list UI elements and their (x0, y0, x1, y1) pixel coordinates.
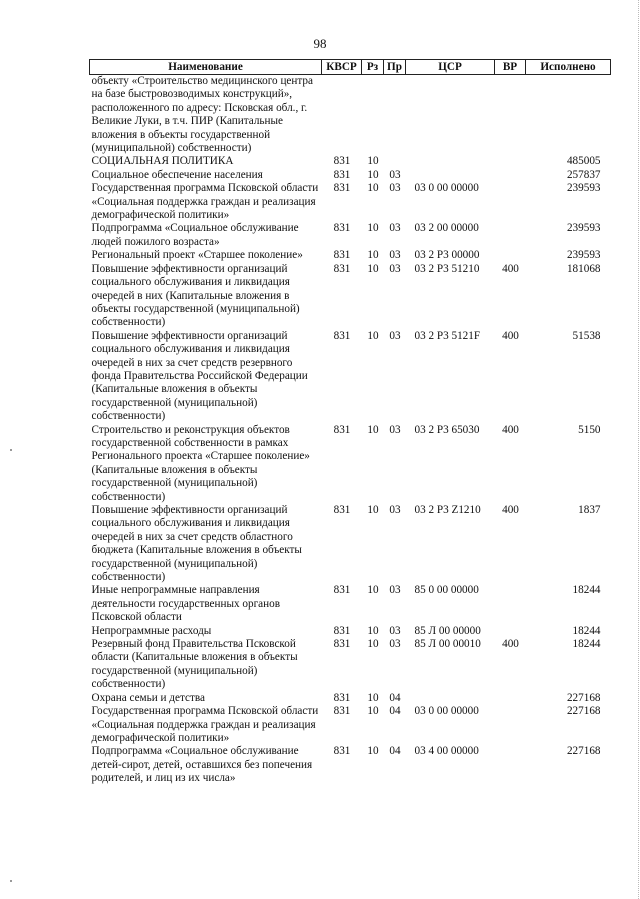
cell-csr (406, 692, 495, 705)
table-row (90, 625, 611, 638)
cell-pr: 03 (389, 584, 401, 597)
cell-csr: 03 2 P3 65030 (414, 423, 480, 436)
cell-amount: 5150 (578, 423, 601, 436)
cell-csr: 03 2 P3 5121F (414, 329, 481, 342)
cell-kvsr: 831 (333, 705, 351, 718)
cell-kvsr: 831 (333, 638, 351, 651)
cell-kvsr: 831 (333, 155, 351, 168)
cell-pr: 03 (389, 638, 401, 651)
cell-csr: 03 2 00 00000 (414, 222, 479, 235)
cell-pr (384, 75, 406, 156)
cell-pr: 03 (389, 624, 401, 637)
cell-kvsr: 831 (333, 584, 351, 597)
cell-kvsr: 831 (333, 168, 351, 181)
cell-rz: 10 (367, 504, 379, 516)
header-rz: Рз (362, 60, 384, 75)
cell-amount: 257837 (566, 168, 601, 181)
page-number: 98 (313, 36, 327, 51)
cell-kvsr: 831 (333, 691, 351, 704)
header-executed: Исполнено (526, 60, 611, 75)
cell-kvsr: 831 (333, 423, 351, 436)
cell-rz (362, 75, 384, 156)
cell-name: Региональный проект «Старшее поколение» (91, 249, 303, 262)
cell-rz: 10 (367, 624, 379, 637)
cell-amount: 227168 (566, 745, 601, 758)
header-kvsr: КВСР (322, 60, 362, 75)
cell-kvsr: 831 (333, 249, 351, 262)
cell-pr (384, 155, 406, 168)
cell-csr (406, 155, 495, 168)
cell-amount: 1837 (578, 504, 601, 516)
cell-name: Непрограммные расходы (91, 624, 212, 637)
cell-vr (495, 75, 526, 156)
cell-vr: 400 (502, 504, 519, 516)
table-row (90, 249, 611, 262)
cell-name: Иные непрограммные направления деятельности государственных органов Псковской области (91, 584, 281, 624)
cell-vr (495, 692, 526, 705)
cell-csr: 03 0 00 00000 (414, 182, 479, 195)
cell-vr: 400 (502, 262, 519, 275)
cell-amount: 18244 (572, 584, 601, 597)
cell-amount: 227168 (566, 705, 601, 718)
cell-kvsr: 831 (333, 624, 351, 637)
cell-csr: 85 Л 00 00010 (414, 638, 481, 651)
cell-rz: 10 (367, 691, 379, 704)
cell-kvsr: 831 (333, 222, 351, 235)
cell-pr: 04 (389, 745, 401, 758)
cell-vr (495, 625, 526, 638)
cell-name: Подпрограмма «Социальное обслуживание людей пожилого возраста» (91, 222, 299, 248)
cell-kvsr: 831 (333, 745, 351, 758)
cell-vr: 400 (502, 329, 519, 342)
cell-csr: 03 4 00 00000 (414, 745, 479, 758)
cell-name: объекту «Строительство медицинского центра на базе быстровозводимых конструкций», расположенного по адресу: Псковская обл., г. Великие Луки, в т.ч. ПИР (Капитальные вложения в объекты государственной (муниципальной) собственности) (91, 75, 313, 155)
cell-rz: 10 (367, 262, 379, 275)
cell-rz: 10 (367, 168, 379, 181)
cell-vr (495, 705, 526, 745)
cell-pr: 03 (389, 168, 401, 181)
budget-table (89, 59, 611, 786)
cell-amount: 51538 (572, 329, 601, 342)
table-row (90, 424, 611, 504)
cell-pr: 04 (389, 705, 401, 718)
cell-pr: 03 (389, 222, 401, 235)
cell-csr: 03 2 P3 51210 (414, 262, 480, 275)
table-row (90, 584, 611, 624)
cell-amount: 239593 (566, 182, 601, 195)
cell-amount: 18244 (572, 638, 601, 651)
cell-pr: 03 (389, 262, 401, 275)
cell-pr: 03 (389, 504, 401, 516)
cell-kvsr (322, 75, 362, 156)
header-name: Наименование (90, 60, 322, 75)
cell-name: Строительство и реконструкция объектов государственной собственности в рамках Регионального проекта «Старшее поколение» (Капитальные вложения в объекты государственной (муниципальной) собственности) (91, 423, 310, 503)
cell-rz: 10 (367, 329, 379, 342)
cell-name: Повышение эффективности организаций социального обслуживания и ликвидация очередей в них за счет средств областного бюджета (Капитальные вложения в объекты государственной (муниципальной) собственности) (91, 504, 302, 584)
cell-csr: 03 0 00 00000 (414, 705, 479, 718)
table-row (90, 504, 611, 584)
table-row (90, 182, 611, 222)
cell-csr (406, 75, 495, 156)
table-row (90, 75, 611, 156)
table-row (90, 705, 611, 745)
cell-amount: 239593 (566, 249, 601, 262)
cell-amount: 485005 (566, 155, 601, 168)
cell-rz: 10 (367, 745, 379, 758)
cell-rz: 10 (367, 182, 379, 195)
cell-name: Государственная программа Псковской области «Социальная поддержка граждан и реализация демографической политики» (91, 705, 319, 744)
cell-amount (526, 75, 611, 156)
cell-vr (495, 222, 526, 249)
header-vr: ВР (495, 60, 526, 75)
cell-rz: 10 (367, 423, 379, 436)
cell-vr (495, 584, 526, 624)
cell-rz: 10 (367, 249, 379, 262)
cell-kvsr: 831 (333, 182, 351, 195)
cell-rz: 10 (367, 155, 379, 168)
cell-kvsr: 831 (333, 329, 351, 342)
cell-csr: 03 2 P3 Z1210 (414, 504, 481, 516)
cell-rz: 10 (367, 705, 379, 718)
table-row (90, 638, 611, 692)
cell-name: СОЦИАЛЬНАЯ ПОЛИТИКА (91, 155, 234, 168)
table-row (90, 745, 611, 785)
cell-kvsr: 831 (333, 262, 351, 275)
cell-name: Повышение эффективности организаций социального обслуживания и ликвидация очередей в них за счет средств резервного фонда Правительства Российской Федерации (Капитальные вложения в объекты государственной (муниципальной) собственности) (91, 329, 308, 423)
cell-name: Подпрограмма «Социальное обслуживание детей-сирот, детей, оставшихся без попечения родителей, и лиц из их числа» (91, 745, 313, 785)
cell-vr (495, 249, 526, 262)
cell-csr (406, 169, 495, 182)
cell-rz: 10 (367, 584, 379, 597)
cell-vr (495, 155, 526, 168)
cell-csr: 85 Л 00 00000 (414, 624, 481, 637)
table-row (90, 692, 611, 705)
cell-amount: 227168 (566, 691, 601, 704)
table-row (90, 222, 611, 249)
cell-kvsr: 831 (333, 504, 351, 516)
cell-pr: 03 (389, 329, 401, 342)
table-header-row (90, 60, 611, 75)
cell-amount: 239593 (566, 222, 601, 235)
cell-rz: 10 (367, 222, 379, 235)
scan-edge-line (637, 0, 639, 899)
cell-pr: 03 (389, 249, 401, 262)
cell-vr: 400 (502, 638, 519, 651)
table-row (90, 263, 611, 330)
header-csr: ЦСР (406, 60, 495, 75)
cell-rz: 10 (367, 638, 379, 651)
cell-name: Социальное обеспечение населения (91, 168, 263, 181)
scan-speck (10, 449, 12, 451)
cell-name: Повышение эффективности организаций социального обслуживания и ликвидация очередей в них (Капитальные вложения в объекты государственной (муниципальной) собственности) (91, 262, 300, 329)
table-row (90, 330, 611, 424)
cell-name: Охрана семьи и детства (91, 691, 205, 704)
cell-vr: 400 (502, 423, 519, 436)
cell-vr (495, 182, 526, 222)
cell-csr: 03 2 P3 00000 (414, 249, 480, 262)
cell-name: Государственная программа Псковской области «Социальная поддержка граждан и реализация демографической политики» (91, 182, 319, 222)
cell-vr (495, 169, 526, 182)
scan-speck (10, 880, 12, 882)
table-row (90, 169, 611, 182)
cell-vr (495, 745, 526, 785)
cell-name: Резервный фонд Правительства Псковской области (Капитальные вложения в объекты государственной (муниципальной) собственности) (91, 638, 298, 691)
header-pr: Пр (384, 60, 406, 75)
cell-pr: 04 (389, 691, 401, 704)
cell-amount: 181068 (566, 262, 601, 275)
table-body (90, 75, 611, 786)
table-row (90, 155, 611, 168)
cell-amount: 18244 (572, 624, 601, 637)
cell-pr: 03 (389, 182, 401, 195)
cell-csr: 85 0 00 00000 (414, 584, 479, 597)
cell-pr: 03 (389, 423, 401, 436)
